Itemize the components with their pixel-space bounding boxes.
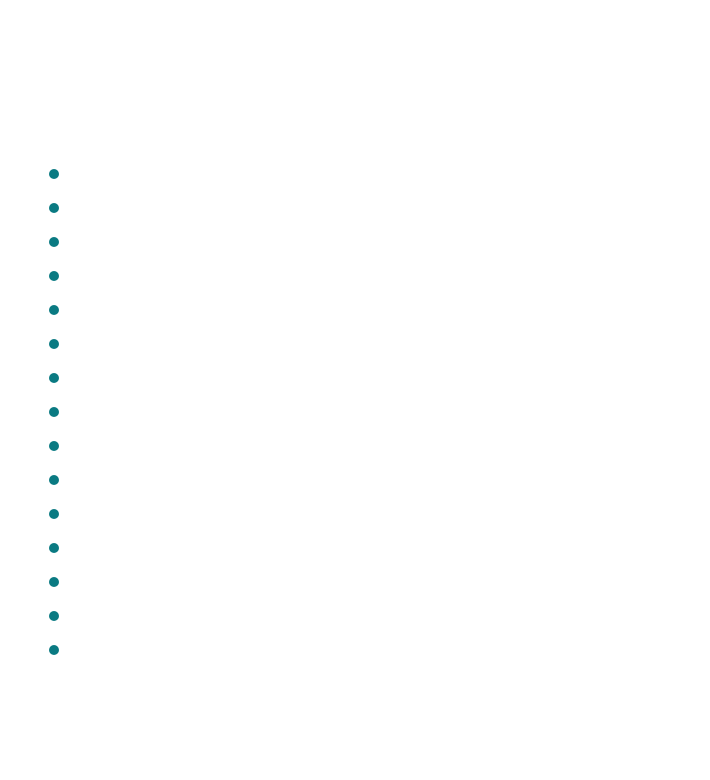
bullet-dot-icon [49, 339, 59, 349]
bullet-dot-icon [49, 169, 59, 179]
list-item [49, 599, 689, 633]
list-item [49, 463, 689, 497]
list-item [49, 429, 689, 463]
bullet-dot-icon [49, 611, 59, 621]
list-item [49, 191, 689, 225]
bullet-dot-icon [49, 543, 59, 553]
bullet-list [49, 157, 689, 667]
bullet-dot-icon [49, 407, 59, 417]
bullet-dot-icon [49, 645, 59, 655]
list-item [49, 225, 689, 259]
bullet-dot-icon [49, 203, 59, 213]
bullet-dot-icon [49, 373, 59, 383]
list-item [49, 327, 689, 361]
list-item [49, 395, 689, 429]
bullet-dot-icon [49, 441, 59, 451]
bullet-dot-icon [49, 577, 59, 587]
list-item [49, 633, 689, 667]
list-item [49, 565, 689, 599]
bullet-dot-icon [49, 305, 59, 315]
list-item [49, 361, 689, 395]
bullet-dot-icon [49, 271, 59, 281]
bullet-dot-icon [49, 509, 59, 519]
list-item [49, 259, 689, 293]
list-item [49, 293, 689, 327]
list-item [49, 157, 689, 191]
bullet-dot-icon [49, 237, 59, 247]
bullet-dot-icon [49, 475, 59, 485]
list-item [49, 497, 689, 531]
list-item [49, 531, 689, 565]
